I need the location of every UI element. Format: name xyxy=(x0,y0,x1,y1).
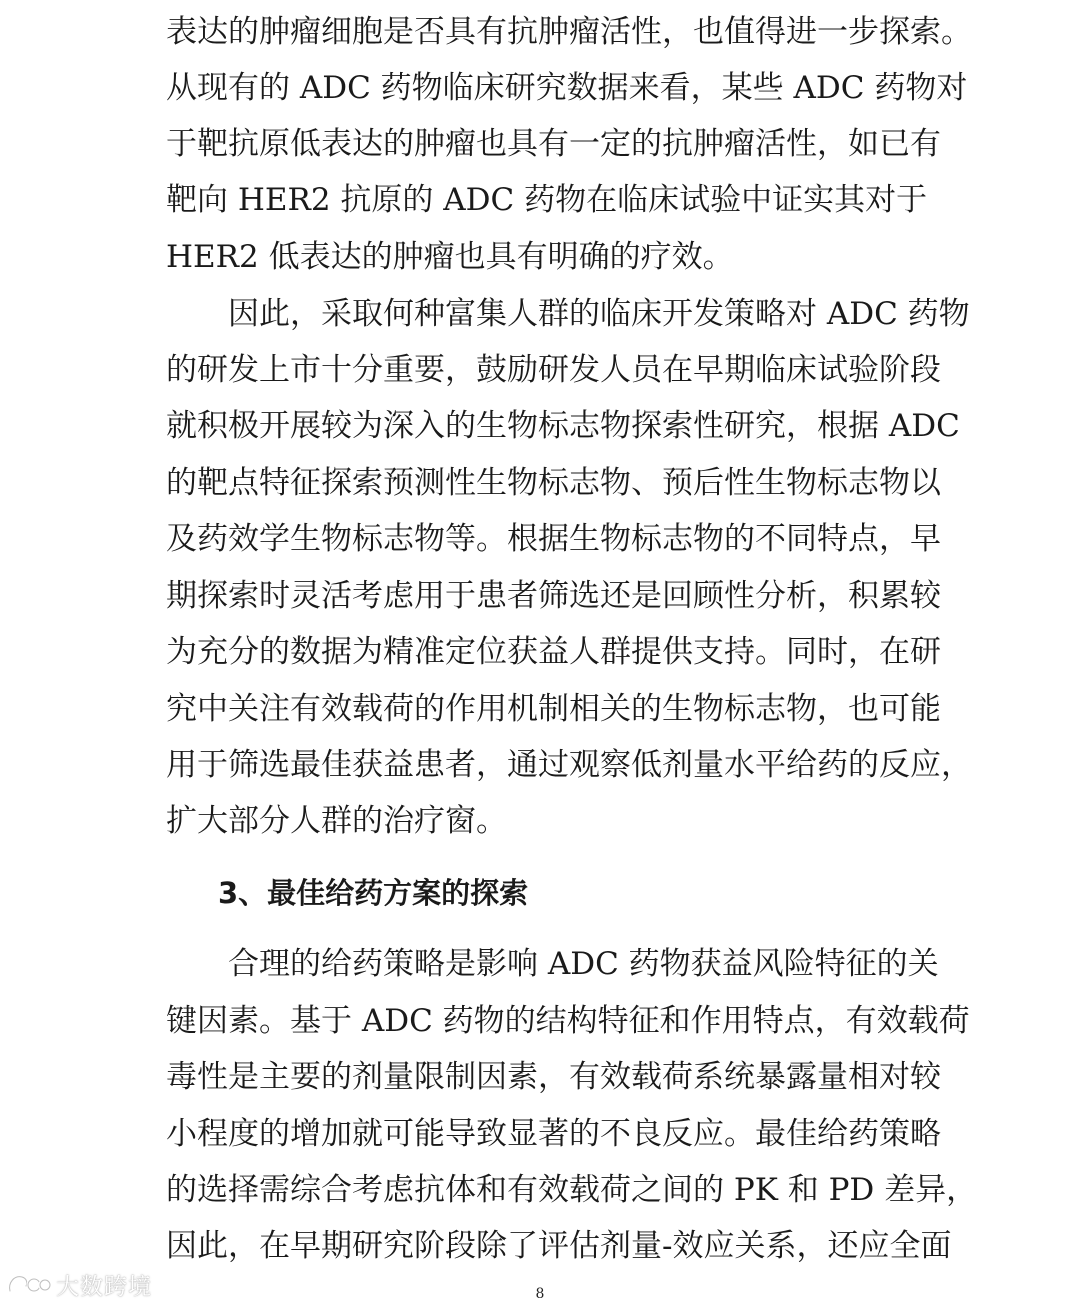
body-line: 用于筛选最佳获益患者，通过观察低剂量水平给药的反应， xyxy=(166,747,972,783)
body-line: 小程度的增加就可能导致显著的不良反应。最佳给药策略 xyxy=(166,1116,941,1152)
body-line: 键因素。基于 ADC 药物的结构特征和作用特点，有效载荷 xyxy=(166,1003,970,1039)
body-line: 扩大部分人群的治疗窗。 xyxy=(166,803,507,839)
body-line: HER2 低表达的肿瘤也具有明确的疗效。 xyxy=(166,239,734,275)
body-line: 因此，采取何种富集人群的临床开发策略对 ADC 药物 xyxy=(228,296,970,332)
body-line: 期探索时灵活考虑用于患者筛选还是回顾性分析，积累较 xyxy=(166,578,941,614)
body-line: 从现有的 ADC 药物临床研究数据来看，某些 ADC 药物对 xyxy=(166,70,968,106)
body-line: 及药效学生物标志物等。根据生物标志物的不同特点，早 xyxy=(166,521,941,557)
body-line: 的选择需综合考虑抗体和有效载荷之间的 PK 和 PD 差异， xyxy=(166,1172,978,1208)
body-line: 就积极开展较为深入的生物标志物探索性研究，根据 ADC xyxy=(166,408,960,444)
body-line: 表达的肿瘤细胞是否具有抗肿瘤活性，也值得进一步探索。 xyxy=(166,14,972,50)
watermark-text: 大数跨境 xyxy=(56,1273,152,1300)
body-line: 靶向 HER2 抗原的 ADC 药物在临床试验中证实其对于 xyxy=(166,182,928,218)
body-line: 究中关注有效载荷的作用机制相关的生物标志物，也可能 xyxy=(166,691,941,727)
body-line: 毒性是主要的剂量限制因素，有效载荷系统暴露量相对较 xyxy=(166,1059,941,1095)
body-line: 的靶点特征探索预测性生物标志物、预后性生物标志物以 xyxy=(166,465,941,501)
body-line: 的研发上市十分重要，鼓励研发人员在早期临床试验阶段 xyxy=(166,352,941,388)
body-line: 于靶抗原低表达的肿瘤也具有一定的抗肿瘤活性，如已有 xyxy=(166,126,941,162)
body-line: 因此，在早期研究阶段除了评估剂量-效应关系，还应全面 xyxy=(166,1228,952,1264)
body-line: 为充分的数据为精准定位获益人群提供支持。同时，在研 xyxy=(166,634,941,670)
section-heading: 3、最佳给药方案的探索 xyxy=(218,876,529,910)
page-number: 8 xyxy=(535,1286,545,1302)
body-line: 合理的给药策略是影响 ADC 药物获益风险特征的关 xyxy=(228,946,939,982)
